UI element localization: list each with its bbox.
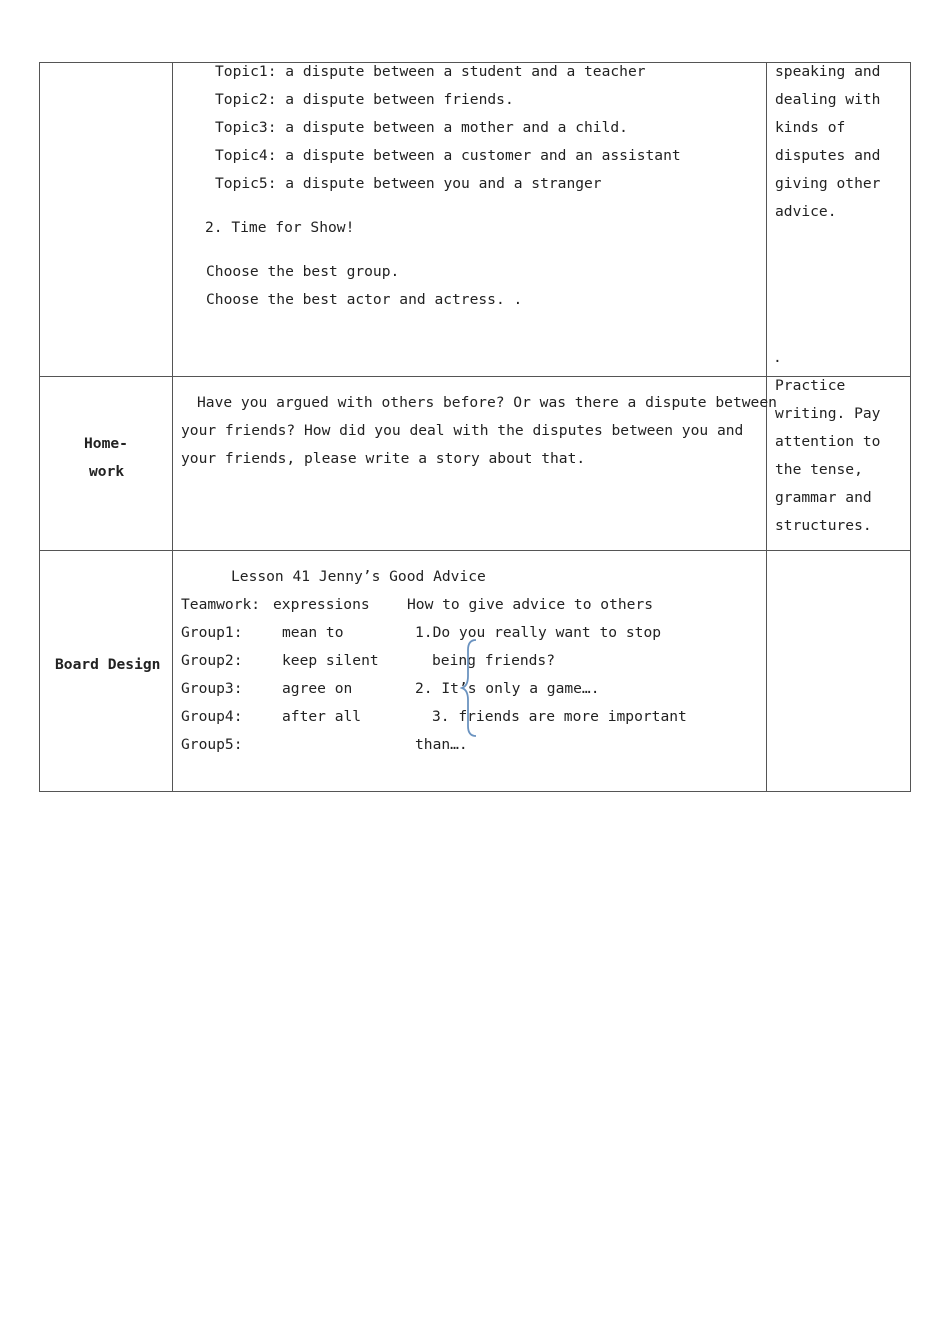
homework-purpose-line: writing. Pay (775, 405, 881, 422)
time-for-show-heading: 2. Time for Show! (205, 219, 355, 236)
table-row-divider-2 (39, 550, 911, 551)
advice-line: than…. (415, 736, 468, 753)
topic-line: Topic1: a dispute between a student and a teacher (215, 63, 646, 80)
homework-content-line: Have you argued with others before? Or was there a dispute between (197, 394, 777, 411)
homework-purpose-line: grammar and (775, 489, 872, 506)
group-label: Group1: (181, 624, 243, 641)
purpose-line: dealing with (775, 91, 881, 108)
purpose-dot: . (773, 349, 782, 366)
table-divider-col2 (766, 62, 767, 792)
choose-line: Choose the best actor and actress. . (206, 291, 523, 308)
lesson-plan-table (39, 62, 911, 792)
table-border-left (39, 62, 40, 792)
group-label: Group4: (181, 708, 243, 725)
homework-label: Home- (84, 435, 128, 452)
expression-item: after all (282, 708, 362, 725)
curly-brace-icon (460, 638, 480, 738)
homework-purpose-line: structures. (775, 517, 872, 534)
group-label: Group2: (181, 652, 243, 669)
expression-item: agree on (282, 680, 353, 697)
teamwork-label: Teamwork: (181, 596, 261, 613)
homework-content-line: your friends, please write a story about that. (181, 450, 586, 467)
advice-line: 3. friends are more important (432, 708, 687, 725)
expression-item: keep silent (282, 652, 379, 669)
homework-purpose-line: the tense, (775, 461, 863, 478)
purpose-line: kinds of (775, 119, 846, 136)
group-label: Group3: (181, 680, 243, 697)
advice-header: How to give advice to others (407, 596, 654, 613)
board-title: Lesson 41 Jenny’s Good Advice (231, 568, 486, 585)
purpose-line: giving other (775, 175, 881, 192)
topic-line: Topic3: a dispute between a mother and a child. (215, 119, 628, 136)
homework-content-line: your friends? How did you deal with the disputes between you and (181, 422, 744, 439)
expression-item: mean to (282, 624, 344, 641)
advice-line: 2. It’s only a game…. (415, 680, 600, 697)
homework-purpose-line: attention to (775, 433, 881, 450)
table-divider-col1 (172, 62, 173, 792)
purpose-line: disputes and (775, 147, 881, 164)
purpose-line: advice. (775, 203, 837, 220)
group-label: Group5: (181, 736, 243, 753)
advice-line: being friends? (432, 652, 556, 669)
purpose-line: speaking and (775, 63, 881, 80)
choose-line: Choose the best group. (206, 263, 400, 280)
table-border-bottom (39, 791, 911, 792)
topic-line: Topic2: a dispute between friends. (215, 91, 514, 108)
homework-purpose-line: Practice (775, 377, 846, 394)
topic-line: Topic5: a dispute between you and a stranger (215, 175, 602, 192)
homework-label: work (89, 463, 125, 480)
topic-line: Topic4: a dispute between a customer and an assistant (215, 147, 681, 164)
table-border-right (910, 62, 911, 792)
expressions-header: expressions (273, 596, 370, 613)
advice-line: 1.Do you really want to stop (415, 624, 662, 641)
board-design-label: Board Design (55, 656, 161, 673)
